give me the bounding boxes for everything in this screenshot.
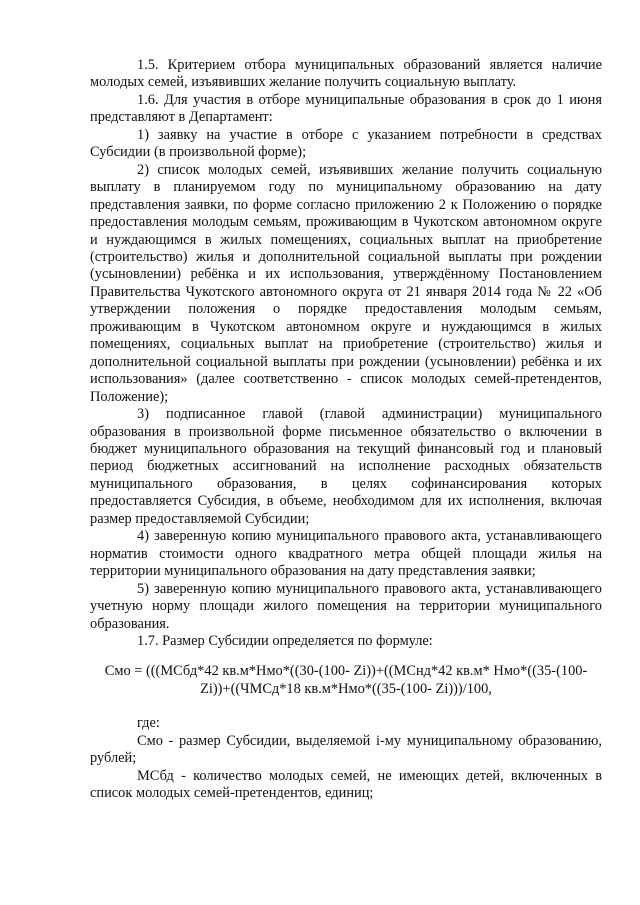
spacer	[90, 698, 602, 715]
subsidy-formula: Смо = (((МСбд*42 кв.м*Нмо*((30-(100- Zi))+((МСнд*42 кв.м* Нмо*((35-(100- Zi))+((ЧМСд*18 кв.м*Нмо*((35-(100- Zi)))/100,	[104, 663, 588, 697]
list-item-1: 1) заявку на участие в отборе с указанием потребности в средствах Субсидии (в произвольной форме);	[90, 126, 602, 161]
definition-smo: Смо - размер Субсидии, выделяемой i-му муниципальному образованию, рублей;	[90, 732, 602, 767]
document-body	[90, 57, 602, 803]
list-item-2: 2) список молодых семей, изъявивших желание получить социальную выплату в планируемом году по муниципальному образованию на дату представления заявки, по форме согласно приложению 2 к Положению о порядке предоставления молодым семьям, проживающим в Чукотском автономном округе и нуждающимся в жилых помещениях, социальных выплат на приобретение (строительство) жилья и дополнительной социальной выплаты при рождении (усыновлении) ребёнка и их использования, утверждённому Постановлением Правительства Чукотского автономного округа от 21 января 2014 года № 22 «Об утверждении положения о порядке предоставления молодым семьям, проживающим в Чукотском автономном округе и нуждающимся в жилых помещениях, социальных выплат на приобретение (строительство) жилья и дополнительной социальной выплаты при рождении (усыновлении) ребёнка и их использования» (далее соответственно - список молодых семей-претендентов, Положение);	[90, 161, 602, 405]
list-item-4: 4) заверенную копию муниципального правового акта, устанавливающего норматив стоимости одного квадратного метра общей площади жилья на территории муниципального образования на дату представления заявки;	[90, 528, 602, 580]
list-item-5: 5) заверенную копию муниципального правового акта, устанавливающего учетную норму площади жилого помещения на территории муниципального образования.	[90, 580, 602, 632]
list-item-3: 3) подписанное главой (главой администрации) муниципального образования в произвольной форме письменное обязательство о включении в бюджет муниципального образования на текущий финансовый год и плановый период бюджетных ассигнований на исполнение расходных обязательств муниципального образования, в целях софинансирования которых предоставляется Субсидия, в объеме, необходимом для их исполнения, включая размер предоставляемой Субсидии;	[90, 406, 602, 527]
where-label: где:	[137, 715, 160, 732]
paragraph-1-6: 1.6. Для участия в отборе муниципальные образования в срок до 1 июня представляют в Департамент:	[90, 91, 602, 126]
definition-msbd: МСбд - количество молодых семей, не имеющих детей, включенных в список молодых семей-претендентов, единиц;	[90, 767, 602, 802]
paragraph-1-7: 1.7. Размер Субсидии определяется по формуле:	[137, 632, 433, 649]
paragraph-1-5: 1.5. Критерием отбора муниципальных образований является наличие молодых семей, изъявивших желание получить социальную выплату.	[90, 57, 602, 91]
